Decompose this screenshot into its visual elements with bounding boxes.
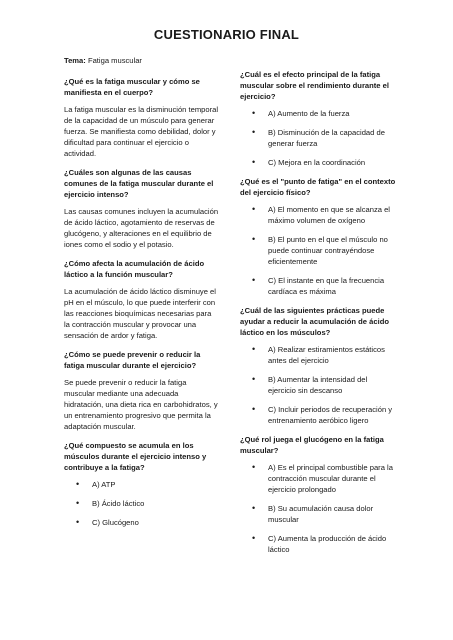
question: ¿Qué rol juega el glucógeno en la fatiga muscular? (240, 435, 384, 455)
question: ¿Cuáles son algunas de las causas comunes de la fatiga muscular durante el ejercicio intenso? (64, 168, 214, 199)
option-list (240, 462, 396, 555)
option-list (240, 344, 396, 426)
option-list (240, 108, 396, 168)
document-title: CUESTIONARIO FINAL (153, 27, 300, 42)
question: ¿Qué compuesto se acumula en los músculos durante el ejercicio intenso y contribuye a la fatiga? (64, 441, 207, 472)
option-item: • C) El instante en que la frecuencia cardíaca es máxima (240, 275, 396, 297)
option-item: • A) El momento en que se alcanza el máximo volumen de oxígeno (240, 204, 396, 226)
option-item: • B) Disminución de la capacidad de generar fuerza (240, 127, 396, 149)
question: ¿Qué es el "punto de fatiga" en el contexto del ejercicio físico? (240, 177, 396, 197)
question: ¿Qué es la fatiga muscular y cómo se manifiesta en el cuerpo? (64, 77, 200, 97)
option-item: • A) Realizar estiramientos estáticos antes del ejercicio (240, 344, 396, 366)
option-item: • C) Glucógeno (64, 517, 219, 528)
option-item: • B) Aumentar la intensidad del ejercicio sin descanso (240, 374, 396, 396)
right-column (240, 69, 396, 563)
option-item: • C) Incluir periodos de recuperación y entrenamiento aeróbico ligero (240, 404, 396, 426)
topic-value: Fatiga muscular (87, 56, 142, 65)
option-list (64, 479, 219, 528)
answer: La acumulación de ácido láctico disminuye el pH en el músculo, lo que puede interferir con las reacciones bioquímicas necesarias para la contracción muscular y provocar una sensación de ardor y fatiga. (64, 287, 216, 340)
answer: La fatiga muscular es la disminución temporal de la capacidad de un músculo para generar fuerza. Se manifiesta como debilidad, dolor y dificultad para continuar el ejercicio o actividad. (64, 105, 219, 158)
question: ¿Cómo se puede prevenir o reducir la fatiga muscular durante el ejercicio? (64, 350, 201, 370)
option-item: • B) El punto en el que el músculo no puede continuar contrayéndose eficientemente (240, 234, 396, 267)
topic-label: Tema: (64, 56, 86, 65)
question: ¿Cuál de las siguientes prácticas puede ayudar a reducir la acumulación de ácido láctico en los músculos? (240, 306, 389, 337)
topic-line (64, 55, 219, 66)
option-list (240, 204, 396, 297)
question: ¿Cuál es el efecto principal de la fatiga muscular sobre el rendimiento durante el ejercicio? (240, 70, 389, 101)
left-column (64, 55, 219, 536)
option-item: • B) Ácido láctico (64, 498, 219, 509)
answer: Se puede prevenir o reducir la fatiga muscular mediante una adecuada hidratación, una dieta rica en carbohidratos, y un entrenamiento progresivo que permita la adaptación muscular. (64, 378, 218, 431)
option-item: • B) Su acumulación causa dolor muscular (240, 503, 396, 525)
option-item: • A) ATP (64, 479, 219, 490)
question: ¿Cómo afecta la acumulación de ácido láctico a la función muscular? (64, 259, 205, 279)
option-item: • C) Mejora en la coordinación (240, 157, 396, 168)
option-item: • A) Aumento de la fuerza (240, 108, 396, 119)
answer: Las causas comunes incluyen la acumulación de ácido láctico, agotamiento de reservas de glucógeno, y alteraciones en el equilibrio de iones como el sodio y el potasio. (64, 207, 219, 249)
option-item: • C) Aumenta la producción de ácido láctico (240, 533, 396, 555)
option-item: • A) Es el principal combustible para la contracción muscular durante el ejercicio prolongado (240, 462, 396, 495)
